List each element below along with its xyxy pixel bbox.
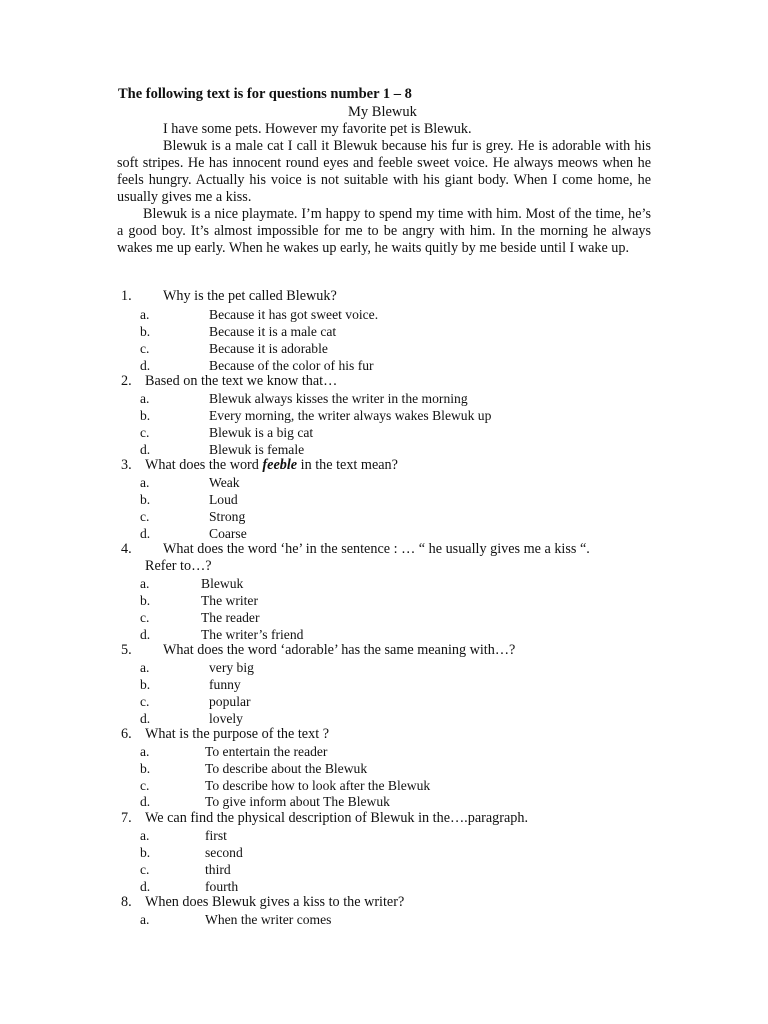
- option-text: The reader: [201, 610, 260, 625]
- option-text: lovely: [209, 711, 243, 726]
- option-text: The writer’s friend: [201, 627, 304, 642]
- question-text: What does the word ‘adorable’ has the same meaning with…?: [163, 642, 516, 658]
- text-title: My Blewuk: [348, 104, 417, 120]
- question-text: What does the word ‘he’ in the sentence : … “ he usually gives me a kiss “.: [163, 541, 590, 557]
- option-letter: d.: [140, 627, 151, 642]
- option-letter: b.: [140, 593, 151, 608]
- option-text: Strong: [209, 509, 246, 524]
- option-text: To describe how to look after the Blewuk: [205, 778, 431, 793]
- option-text: first: [205, 828, 227, 843]
- question-number: 8.: [121, 894, 132, 910]
- question-text-continued: Refer to…?: [145, 558, 212, 574]
- question-text: Why is the pet called Blewuk?: [163, 288, 337, 304]
- option-text: Because of the color of his fur: [209, 358, 374, 373]
- option-text: To entertain the reader: [205, 744, 328, 759]
- option-letter: b.: [140, 492, 151, 507]
- question-number: 5.: [121, 642, 132, 658]
- question-number: 1.: [121, 288, 132, 304]
- option-text: Because it is adorable: [209, 341, 328, 356]
- question-text-part: in the text mean?: [297, 457, 398, 473]
- option-letter: d.: [140, 879, 151, 894]
- option-letter: a.: [140, 912, 150, 927]
- option-text: popular: [209, 694, 251, 709]
- option-text: Blewuk always kisses the writer in the morning: [209, 391, 468, 406]
- option-letter: b.: [140, 324, 151, 339]
- question-text-part: What does the word: [145, 457, 263, 473]
- question-number: 6.: [121, 726, 132, 742]
- option-letter: c.: [140, 862, 150, 877]
- option-letter: b.: [140, 761, 151, 776]
- option-letter: c.: [140, 778, 150, 793]
- option-letter: a.: [140, 391, 150, 406]
- question-text: When does Blewuk gives a kiss to the writer?: [145, 894, 405, 910]
- option-text: Blewuk: [201, 576, 244, 591]
- option-text: Every morning, the writer always wakes Blewuk up: [209, 408, 492, 423]
- option-letter: d.: [140, 711, 151, 726]
- paragraph-1: I have some pets. However my favorite pet is Blewuk.: [163, 121, 472, 137]
- option-letter: a.: [140, 475, 150, 490]
- emphasized-word: feeble: [262, 457, 298, 473]
- option-text: very big: [209, 660, 254, 675]
- option-text: When the writer comes: [205, 912, 332, 927]
- option-letter: c.: [140, 694, 150, 709]
- option-text: To describe about the Blewuk: [205, 761, 368, 776]
- option-letter: b.: [140, 677, 151, 692]
- option-letter: a.: [140, 660, 150, 675]
- question-number: 4.: [121, 541, 132, 557]
- option-text: Weak: [209, 475, 240, 490]
- option-text: funny: [209, 677, 241, 692]
- question-text: [145, 457, 398, 474]
- option-text: The writer: [201, 593, 258, 608]
- option-letter: d.: [140, 358, 151, 373]
- option-text: Because it has got sweet voice.: [209, 307, 379, 322]
- option-text: To give inform about The Blewuk: [205, 794, 390, 809]
- option-letter: a.: [140, 744, 150, 759]
- question-text: What is the purpose of the text ?: [145, 726, 329, 742]
- option-letter: c.: [140, 425, 150, 440]
- option-text: fourth: [205, 879, 239, 894]
- question-text: We can find the physical description of Blewuk in the….paragraph.: [145, 810, 528, 826]
- option-text: Loud: [209, 492, 238, 507]
- paragraph-3: Blewuk is a nice playmate. I’m happy to spend my time with him. Most of the time, he’s a good boy. It’s almost impossible for me to be angry with him. In the morning he always wakes me up early. When he wakes up early, he waits quitly by me beside until I wake up.: [117, 206, 651, 256]
- paragraph-2: Blewuk is a male cat I call it Blewuk because his fur is grey. He is adorable with his soft stripes. He has innocent round eyes and feeble sweet voice. He always meows when he feels hungry. Actually his voice is not suitable with his giant body. When I come home, he usually gives me a kiss.: [117, 138, 651, 205]
- question-number: 7.: [121, 810, 132, 826]
- option-text: Coarse: [209, 526, 247, 541]
- option-letter: d.: [140, 442, 151, 457]
- section-heading: The following text is for questions number 1 – 8: [118, 86, 412, 102]
- option-text: second: [205, 845, 243, 860]
- question-text: Based on the text we know that…: [145, 373, 338, 389]
- question-number: 3.: [121, 457, 132, 473]
- question-number: 2.: [121, 373, 132, 389]
- option-letter: b.: [140, 845, 151, 860]
- option-text: Blewuk is female: [209, 442, 305, 457]
- option-text: third: [205, 862, 231, 877]
- option-letter: a.: [140, 307, 150, 322]
- option-letter: a.: [140, 828, 150, 843]
- option-letter: d.: [140, 794, 151, 809]
- option-letter: c.: [140, 509, 150, 524]
- option-text: Blewuk is a big cat: [209, 425, 314, 440]
- option-text: Because it is a male cat: [209, 324, 337, 339]
- option-letter: c.: [140, 341, 150, 356]
- option-letter: a.: [140, 576, 150, 591]
- option-letter: c.: [140, 610, 150, 625]
- option-letter: d.: [140, 526, 151, 541]
- option-letter: b.: [140, 408, 151, 423]
